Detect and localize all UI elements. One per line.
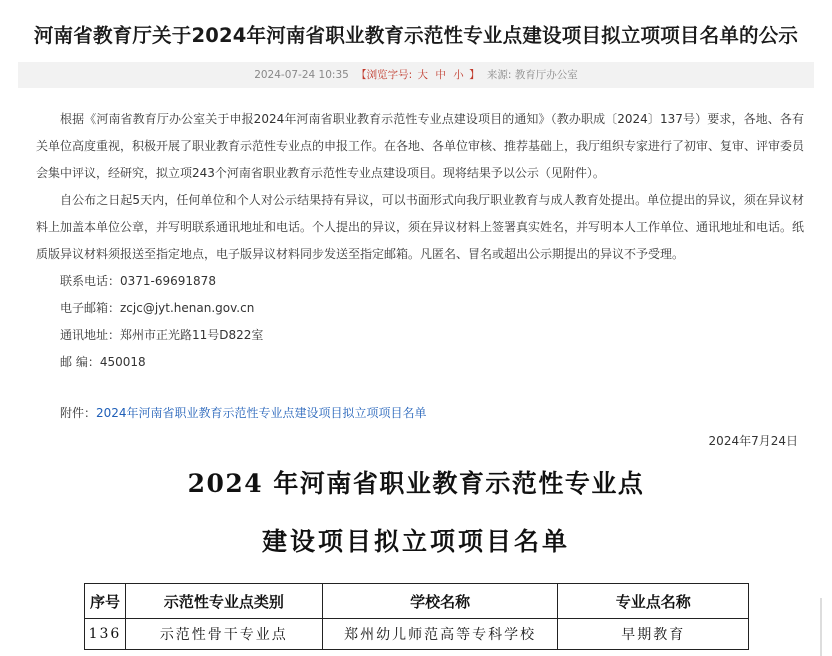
contact-postcode: 邮 编：450018 [60, 355, 146, 369]
document-title-line2: 建设项目拟立项项目名单 [261, 527, 570, 556]
header-category: 示范性专业点类别 [125, 584, 322, 619]
header-school: 学校名称 [322, 584, 558, 619]
article-meta-bar [18, 62, 814, 88]
article-title: 河南省教育厅关于2024年河南省职业教育示范性专业点建设项目拟立项项目名单的公示 [33, 24, 799, 47]
contact-email: 电子邮箱：zcjc@jyt.henan.gov.cn [60, 301, 255, 315]
attachment [60, 404, 427, 421]
cell-major: 早期教育 [558, 619, 749, 650]
paragraph: 根据《河南省教育厅办公室关于申报2024年河南省职业教育示范性专业点建设项目的通知》（教办职成〔2024〕137号）要求，各地、各有关单位高度重视，积极开展了职业教育示范性专业点的申报工作。在各地、各单位审核、推荐基础上，我厅组织专家进行了初审、复审、评审委员会集中评议，经研究，拟立项243个河南省职业教育示范性专业点建设项目。现将结果予以公示（见附件）。 [36, 112, 805, 180]
article-body [36, 106, 804, 376]
table-header-row [85, 584, 749, 619]
project-list-table [84, 583, 749, 650]
source-label: 来源: [486, 69, 512, 81]
attachment-document-image [0, 458, 832, 656]
source-name: 教育厅办公室 [514, 69, 578, 81]
document-title-line1: 2024 年河南省职业教育示范性专业点 [187, 469, 645, 498]
publish-date: 2024-07-24 10:35 [254, 69, 349, 81]
font-size-label: 【浏览字号: [356, 69, 413, 81]
font-size-large-button[interactable]: 大 [417, 69, 429, 81]
header-major: 专业点名称 [558, 584, 749, 619]
font-size-small-button[interactable]: 小 [453, 69, 464, 81]
cell-category: 示范性骨干专业点 [125, 619, 322, 650]
attachment-link[interactable]: 2024年河南省职业教育示范性专业点建设项目拟立项项目名单 [96, 406, 427, 420]
font-size-medium-button[interactable]: 中 [435, 69, 446, 81]
page-edge-divider [820, 598, 822, 656]
table-row [85, 619, 749, 650]
sign-date: 2024年7月24日 [708, 434, 798, 448]
contact-phone: 联系电话：0371-69691878 [60, 274, 216, 288]
paragraph: 自公布之日起5天内，任何单位和个人对公示结果持有异议，可以书面形式向我厅职业教育与成人教育处提出。单位提出的异议，须在异议材料上加盖本单位公章，并写明联系通讯地址和电话。个人提出的异议，须在异议材料上签署真实姓名，并写明本人工作单位、通讯地址和电话。纸质版异议材料须报送至指定地点，电子版异议材料同步发送至指定邮箱。凡匿名、冒名或超出公示期提出的异议不予受理。 [36, 193, 805, 261]
font-size-close: 】 [469, 69, 480, 81]
cell-number: 136 [85, 619, 126, 650]
attachment-label: 附件： [60, 406, 97, 420]
contact-address: 通讯地址：郑州市正光路11号D822室 [60, 328, 264, 342]
header-number: 序号 [85, 584, 126, 619]
cell-school: 郑州幼儿师范高等专科学校 [322, 619, 558, 650]
